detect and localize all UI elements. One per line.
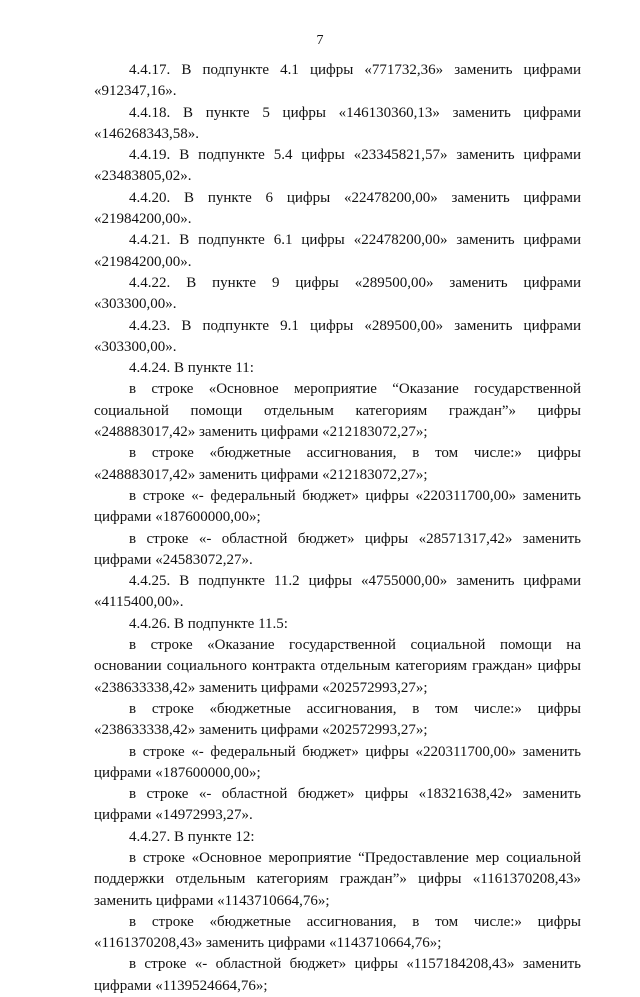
paragraph-4-4-26: 4.4.26. В подпункте 11.5: bbox=[129, 615, 288, 632]
paragraph-4-4-27-line-2: в строке «бюджетные ассигнования, в том числе:» цифры «1161370208,43» заменить цифрами «1143710664,76»; bbox=[94, 913, 581, 952]
paragraph-4-4-26-line-2: в строке «бюджетные ассигнования, в том числе:» цифры «238633338,42» заменить цифрами «202572993,27»; bbox=[94, 700, 581, 739]
paragraph-4-4-24-line-4: в строке «- областной бюджет» цифры «28571317,42» заменить цифрами «24583072,27». bbox=[94, 530, 581, 568]
paragraph-4-4-23: 4.4.23. В подпункте 9.1 цифры «289500,00» заменить цифрами «303300,00». bbox=[94, 317, 581, 355]
paragraph-4-4-20: 4.4.20. В пункте 6 цифры «22478200,00» заменить цифрами «21984200,00». bbox=[94, 189, 581, 228]
paragraph-4-4-25: 4.4.25. В подпункте 11.2 цифры «4755000,00» заменить цифрами «4115400,00». bbox=[94, 573, 581, 611]
paragraph-4-4-19: 4.4.19. В подпункте 5.4 цифры «23345821,57» заменить цифрами «23483805,02». bbox=[94, 147, 581, 185]
paragraph-4-4-18: 4.4.18. В пункте 5 цифры «146130360,13» заменить цифрами «146268343,58». bbox=[94, 104, 581, 142]
paragraph-4-4-22: 4.4.22. В пункте 9 цифры «289500,00» заменить цифрами «303300,00». bbox=[94, 274, 581, 313]
paragraph-4-4-27-line-1: в строке «Основное мероприятие “Предоставление мер социальной поддержки отдельным категориям граждан”» цифры «1161370208,43» заменить цифрами «1143710664,76»; bbox=[94, 849, 581, 909]
paragraph-4-4-21: 4.4.21. В подпункте 6.1 цифры «22478200,00» заменить цифрами «21984200,00». bbox=[94, 232, 581, 270]
paragraph-4-4-27: 4.4.27. В пункте 12: bbox=[129, 828, 255, 845]
paragraph-4-4-24-line-3: в строке «- федеральный бюджет» цифры «220311700,00» заменить цифрами «187600000,00»; bbox=[94, 487, 581, 526]
document-body bbox=[94, 60, 581, 997]
paragraph-4-4-24: 4.4.24. В пункте 11: bbox=[129, 360, 254, 377]
paragraph-4-4-26-line-4: в строке «- областной бюджет» цифры «18321638,42» заменить цифрами «14972993,27». bbox=[94, 786, 581, 824]
page-number: 7 bbox=[316, 33, 324, 48]
paragraph-4-4-24-line-2: в строке «бюджетные ассигнования, в том числе:» цифры «248883017,42» заменить цифрами «212183072,27»; bbox=[94, 445, 581, 483]
paragraph-4-4-27-line-3: в строке «- областной бюджет» цифры «1157184208,43» заменить цифрами «1139524664,76»; bbox=[94, 956, 581, 994]
paragraph-4-4-26-line-3: в строке «- федеральный бюджет» цифры «220311700,00» заменить цифрами «187600000,00»; bbox=[94, 743, 581, 781]
paragraph-4-4-17: 4.4.17. В подпункте 4.1 цифры «771732,36» заменить цифрами «912347,16». bbox=[94, 62, 581, 100]
paragraph-4-4-26-line-1: в строке «Оказание государственной социальной помощи на основании социального контракта отдельным категориям граждан» цифры «238633338,42» заменить цифрами «202572993,27»; bbox=[94, 637, 581, 696]
paragraph-4-4-24-line-1: в строке «Основное мероприятие “Оказание государственной социальной помощи отдельным категориям граждан”» цифры «248883017,42» заменить цифрами «212183072,27»; bbox=[94, 381, 581, 441]
